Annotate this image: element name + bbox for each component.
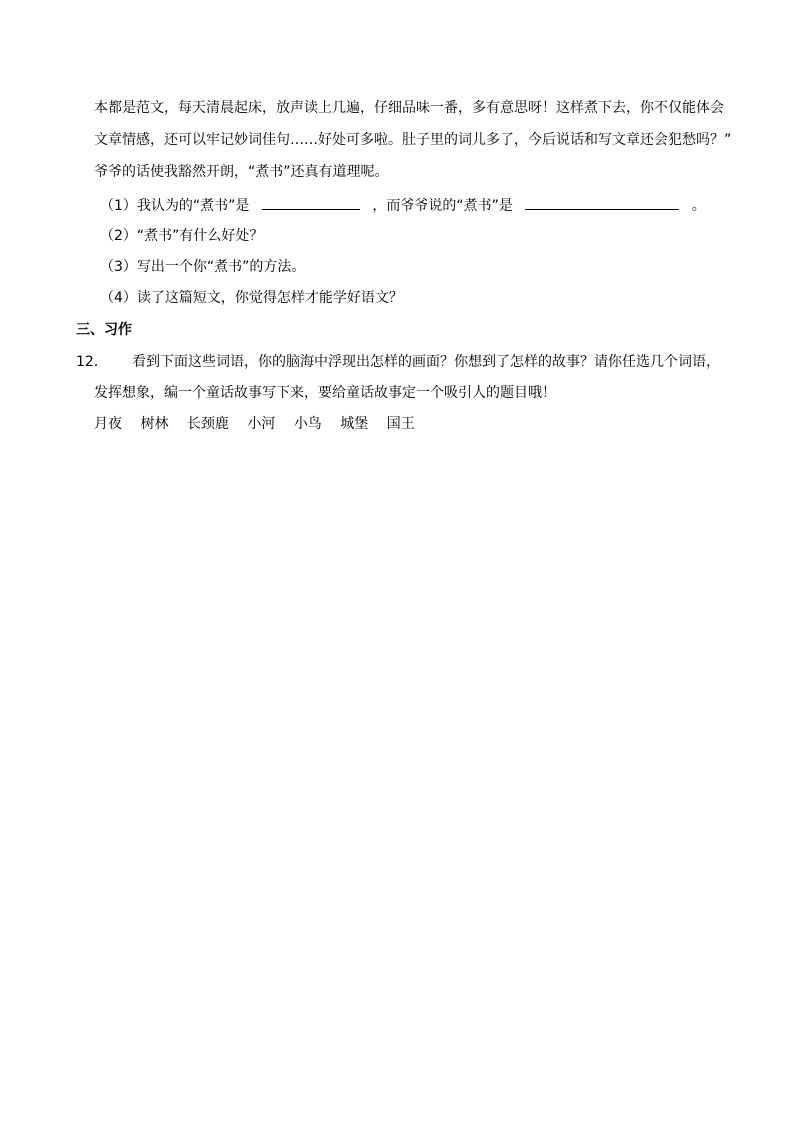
section-heading-writing: 三、习作 [76, 322, 132, 338]
question-12-number: 12． [76, 354, 108, 370]
answer-blank-2[interactable] [525, 195, 679, 210]
word-item: 月夜 [94, 416, 122, 432]
question-1-part-a: （1）我认为的“煮书”是 [100, 198, 250, 214]
question-1-part-b: ，而爷爷说的“煮书”是 [372, 198, 513, 214]
question-1 [100, 195, 706, 215]
answer-blank-1[interactable] [262, 195, 360, 210]
word-item: 树林 [140, 416, 169, 432]
passage-line-2: 文章情感，还可以牢记妙词佳句……好处可多啦。肚子里的词儿多了，今后说话和写文章还会犯愁吗？” [94, 132, 732, 148]
question-12-line-1: 看到下面这些词语，你的脑海中浮现出怎样的画面？你想到了怎样的故事？请你任选几个词语， [132, 354, 720, 370]
question-3: （3）写出一个你“煮书”的方法。 [100, 259, 306, 275]
word-item: 长颈鹿 [186, 416, 229, 432]
word-list [94, 414, 429, 434]
word-item: 国王 [386, 416, 415, 432]
passage-line-3: 爷爷的话使我豁然开朗，“煮书”还真有道理呢。 [94, 164, 389, 180]
question-12-line-2: 发挥想象，编一个童话故事写下来，要给童话故事定一个吸引人的题目哦！ [94, 385, 556, 401]
question-4: （4）读了这篇短文，你觉得怎样才能学好语文？ [100, 290, 403, 306]
question-1-end: 。 [691, 198, 706, 214]
word-item: 城堡 [340, 416, 369, 432]
passage-line-1: 本都是范文，每天清晨起床，放声读上几遍，仔细品味一番，多有意思呀！这样煮下去，你不仅能体会 [94, 100, 724, 116]
word-item: 小河 [247, 416, 276, 432]
question-2: （2）“煮书”有什么好处？ [100, 228, 264, 244]
word-item: 小鸟 [293, 416, 322, 432]
